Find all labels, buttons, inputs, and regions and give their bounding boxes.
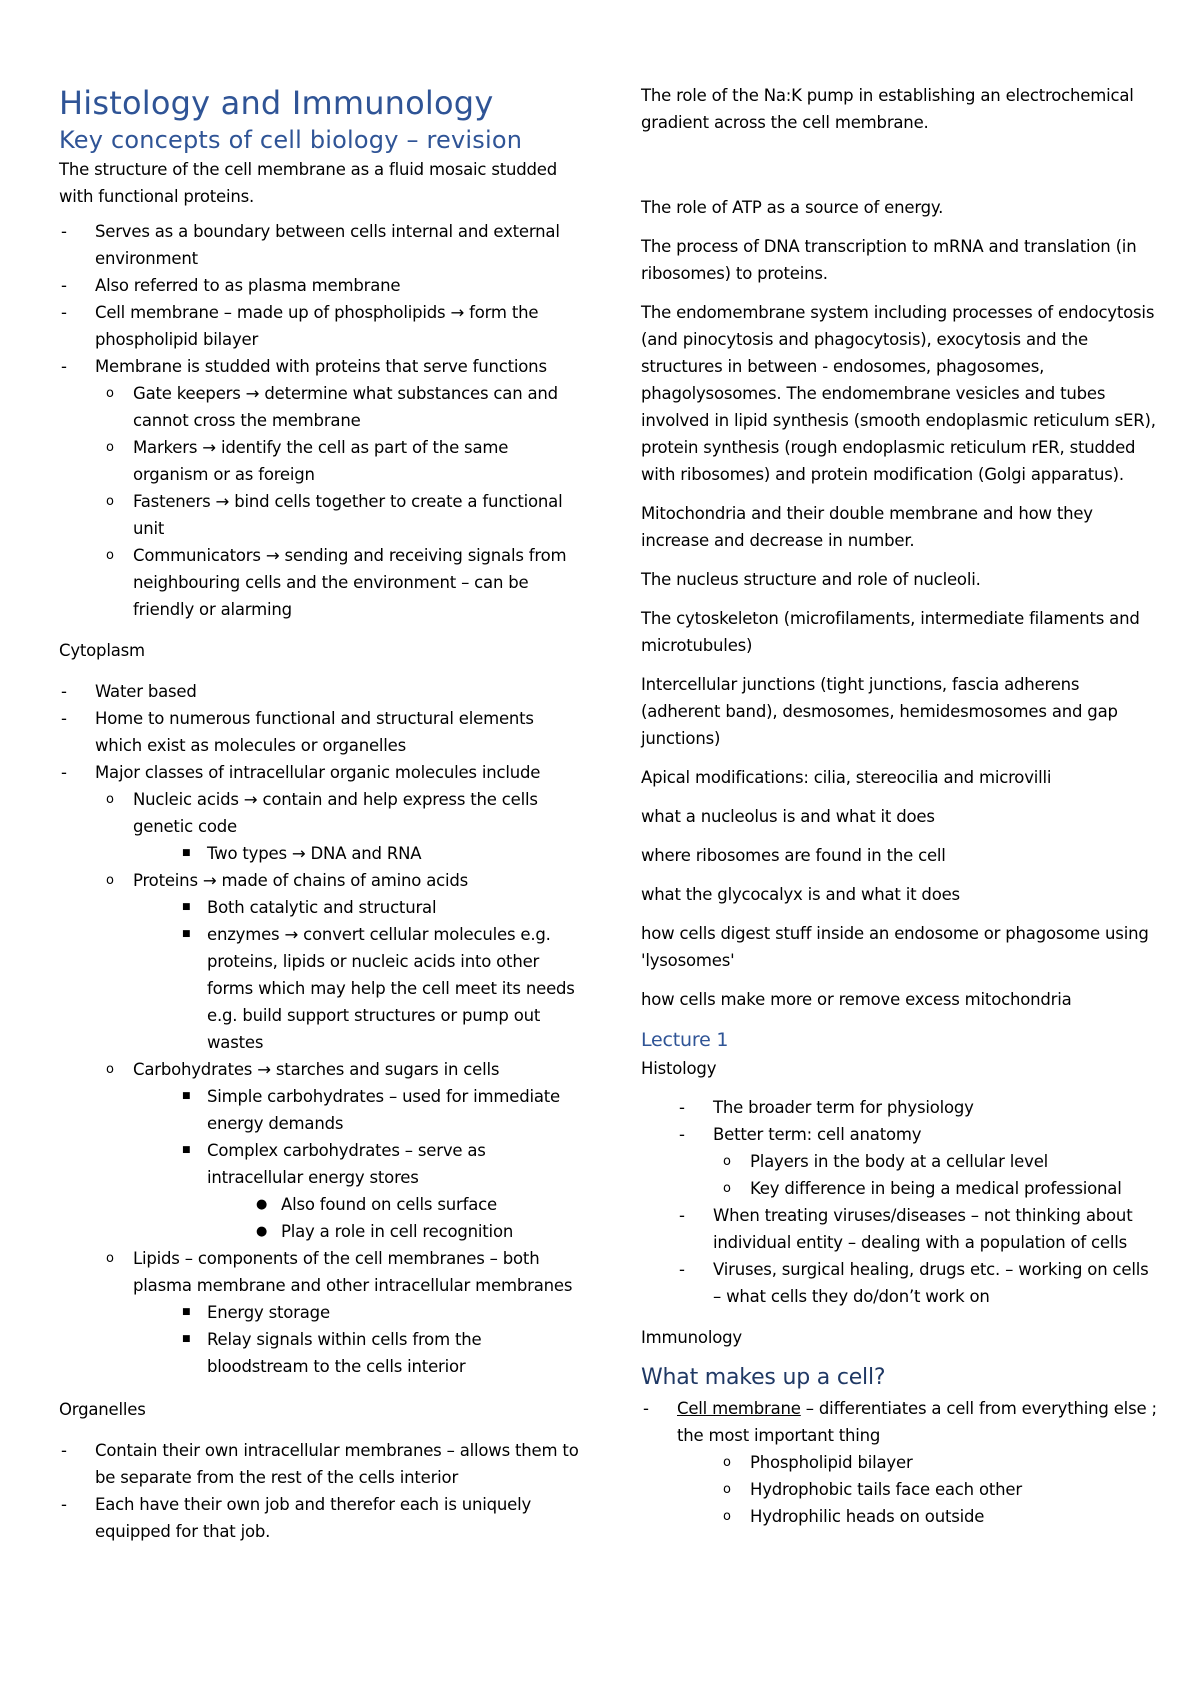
paragraph: Intercellular junctions (tight junctions, fascia adherens (adherent band), desmosomes, hemidesmosomes and gap junctions)	[641, 675, 1118, 748]
dash-bullet-icon: -	[61, 222, 67, 241]
circle-bullet-icon: o	[106, 1062, 114, 1077]
dot-bullet-icon: ●	[256, 1224, 268, 1239]
paragraph: Apical modifications: cilia, stereocilia and microvilli	[641, 768, 1052, 787]
paragraph: where ribosomes are found in the cell	[641, 846, 946, 865]
molecules-list	[96, 786, 579, 1380]
histology-heading: Histology	[641, 1059, 717, 1078]
histology-list	[677, 1094, 1161, 1310]
list-item: o Players in the body at a cellular level	[713, 1148, 1161, 1175]
paragraph: The cytoskeleton (microfilaments, intermediate filaments and microtubules)	[641, 609, 1140, 655]
list-item: - Cell membrane – made up of phospholipids → form the phospholipid bilayer	[59, 299, 579, 353]
list-item: ● Play a role in cell recognition	[244, 1218, 579, 1245]
dash-bullet-icon: -	[61, 763, 67, 782]
circle-bullet-icon: o	[106, 1251, 114, 1266]
paragraph: The role of the Na:K pump in establishing an electrochemical gradient across the cell membrane.	[641, 86, 1134, 132]
cell-membrane-term: Cell membrane	[677, 1399, 801, 1418]
circle-bullet-icon: o	[723, 1181, 731, 1196]
circle-bullet-icon: o	[723, 1455, 731, 1470]
square-bullet-icon: ■	[182, 1145, 191, 1155]
circle-bullet-icon: o	[723, 1482, 731, 1497]
circle-bullet-icon: o	[106, 386, 114, 401]
dash-bullet-icon: -	[679, 1125, 685, 1144]
list-item: o Markers → identify the cell as part of the same organism or as foreign	[96, 434, 579, 488]
circle-bullet-icon: o	[106, 873, 114, 888]
list-item: o Nucleic acids → contain and help express the cells genetic code ■ Two types → DNA and RNA	[96, 786, 579, 867]
list-item: o Gate keepers → determine what substances can and cannot cross the membrane	[96, 380, 579, 434]
nucleic-sublist	[170, 840, 579, 867]
histology-sublist	[713, 1148, 1161, 1202]
circle-bullet-icon: o	[723, 1509, 731, 1524]
list-item: - Cell membrane – differentiates a cell from everything else ; the most important thing o Phospholipid bilayer o Hydrophobic tails face each other o Hydrophilic heads on outside	[641, 1395, 1161, 1530]
list-item: - When treating viruses/diseases – not thinking about individual entity – dealing with a population of cells	[677, 1202, 1161, 1256]
list-item: o Lipids – components of the cell membranes – both plasma membrane and other intracellular membranes ■ Energy storage ■ Relay signals within cells from the bloodstream to the cells interior	[96, 1245, 579, 1380]
square-bullet-icon: ■	[182, 1307, 191, 1317]
cytoplasm-list	[59, 678, 579, 786]
list-item: o Hydrophilic heads on outside	[713, 1503, 1161, 1530]
list-item: - Contain their own intracellular membranes – allows them to be separate from the rest of the cells interior	[59, 1437, 579, 1491]
immunology-heading: Immunology	[641, 1328, 742, 1347]
list-item: ● Also found on cells surface	[244, 1191, 579, 1218]
list-item: o Proteins → made of chains of amino acids ■ Both catalytic and structural ■ enzymes → convert cellular molecules e.g. proteins, lipids or nucleic acids into other forms which may help the cell meet its needs e.g. build support structures or pump out wastes	[96, 867, 579, 1056]
circle-bullet-icon: o	[723, 1154, 731, 1169]
paragraph: The role of ATP as a source of energy.	[641, 198, 944, 217]
paragraph: The nucleus structure and role of nucleoli.	[641, 570, 981, 589]
list-item: - Viruses, surgical healing, drugs etc. – working on cells – what cells they do/don’t work on	[677, 1256, 1161, 1310]
paragraph: how cells digest stuff inside an endosome or phagosome using 'lysosomes'	[641, 924, 1149, 970]
list-item: - Serves as a boundary between cells internal and external environment	[59, 218, 579, 272]
paragraph: what a nucleolus is and what it does	[641, 807, 935, 826]
carbs-subsublist	[244, 1191, 579, 1245]
lipids-sublist	[170, 1299, 579, 1380]
list-item: o Communicators → sending and receiving signals from neighbouring cells and the environment – can be friendly or alarming	[96, 542, 579, 623]
list-item: ■ Both catalytic and structural	[170, 894, 579, 921]
paragraph: what the glycocalyx is and what it does	[641, 885, 960, 904]
dash-bullet-icon: -	[61, 276, 67, 295]
list-item: o Hydrophobic tails face each other	[713, 1476, 1161, 1503]
dash-bullet-icon: -	[61, 357, 67, 376]
square-bullet-icon: ■	[182, 1334, 191, 1344]
dash-bullet-icon: -	[61, 1441, 67, 1460]
dash-bullet-icon: -	[643, 1399, 649, 1418]
paragraph: The endomembrane system including processes of endocytosis (and pinocytosis and phagocytosis), exocytosis and the structures in between - endosomes, phagosomes, phagolysosomes. The endomembrane vesicles and tubes involved in lipid synthesis (smooth endoplasmic reticulum sER), protein synthesis (rough endoplasmic reticulum rER, studded with ribosomes) and protein modification (Golgi apparatus).	[641, 303, 1156, 484]
list-item: - Membrane is studded with proteins that serve functions	[59, 353, 579, 380]
carbs-sublist	[170, 1083, 579, 1245]
membrane-functions-list	[96, 380, 579, 623]
cell-heading: What makes up a cell?	[641, 1365, 886, 1390]
circle-bullet-icon: o	[106, 792, 114, 807]
list-item: - Major classes of intracellular organic molecules include	[59, 759, 579, 786]
intro-paragraph: The structure of the cell membrane as a fluid mosaic studded with functional proteins.	[59, 160, 558, 206]
organelles-list	[59, 1437, 579, 1545]
list-item: - Each have their own job and therefor each is uniquely equipped for that job.	[59, 1491, 579, 1545]
list-item: - Also referred to as plasma membrane	[59, 272, 579, 299]
list-item: o Carbohydrates → starches and sugars in cells ■ Simple carbohydrates – used for immediate energy demands ■ Complex carbohydrates – serve as intracellular energy stores ● Also found on cells surface ● Play a role in cell recognition	[96, 1056, 579, 1245]
circle-bullet-icon: o	[106, 548, 114, 563]
list-item: - Home to numerous functional and structural elements which exist as molecules or organelles	[59, 705, 579, 759]
dash-bullet-icon: -	[679, 1260, 685, 1279]
circle-bullet-icon: o	[106, 494, 114, 509]
section-subtitle: Key concepts of cell biology – revision	[59, 126, 523, 154]
list-item: ■ Simple carbohydrates – used for immediate energy demands	[170, 1083, 579, 1137]
dash-bullet-icon: -	[61, 1495, 67, 1514]
paragraph: how cells make more or remove excess mitochondria	[641, 990, 1072, 1009]
page-title: Histology and Immunology	[59, 84, 494, 122]
dash-bullet-icon: -	[679, 1098, 685, 1117]
list-item: o Phospholipid bilayer	[713, 1449, 1161, 1476]
square-bullet-icon: ■	[182, 848, 191, 858]
lecture-heading: Lecture 1	[641, 1029, 729, 1051]
membrane-list	[59, 218, 579, 380]
list-item: - Better term: cell anatomy o Players in the body at a cellular level o Key difference in being a medical professional	[677, 1121, 1161, 1202]
list-item: ■ Complex carbohydrates – serve as intracellular energy stores ● Also found on cells surface ● Play a role in cell recognition	[170, 1137, 579, 1245]
list-item: ■ Relay signals within cells from the bloodstream to the cells interior	[170, 1326, 579, 1380]
list-item: o Fasteners → bind cells together to create a functional unit	[96, 488, 579, 542]
cell-list	[641, 1395, 1161, 1530]
left-column	[59, 82, 579, 1545]
paragraph: The process of DNA transcription to mRNA and translation (in ribosomes) to proteins.	[641, 237, 1137, 283]
dash-bullet-icon: -	[61, 303, 67, 322]
list-item: ■ Two types → DNA and RNA	[170, 840, 579, 867]
list-item: - Water based	[59, 678, 579, 705]
list-item: ■ Energy storage	[170, 1299, 579, 1326]
list-item: ■ enzymes → convert cellular molecules e.g. proteins, lipids or nucleic acids into other forms which may help the cell meet its needs e.g. build support structures or pump out wastes	[170, 921, 579, 1056]
cell-membrane-sublist	[713, 1449, 1161, 1530]
square-bullet-icon: ■	[182, 929, 191, 939]
circle-bullet-icon: o	[106, 440, 114, 455]
dash-bullet-icon: -	[61, 709, 67, 728]
cytoplasm-heading: Cytoplasm	[59, 641, 145, 660]
dot-bullet-icon: ●	[256, 1197, 268, 1212]
dash-bullet-icon: -	[61, 682, 67, 701]
proteins-sublist	[170, 894, 579, 1056]
dash-bullet-icon: -	[679, 1206, 685, 1225]
square-bullet-icon: ■	[182, 1091, 191, 1101]
organelles-heading: Organelles	[59, 1400, 146, 1419]
right-column	[641, 82, 1161, 1530]
paragraph: Mitochondria and their double membrane and how they increase and decrease in number.	[641, 504, 1093, 550]
list-item: - The broader term for physiology	[677, 1094, 1161, 1121]
list-item: o Key difference in being a medical professional	[713, 1175, 1161, 1202]
square-bullet-icon: ■	[182, 902, 191, 912]
